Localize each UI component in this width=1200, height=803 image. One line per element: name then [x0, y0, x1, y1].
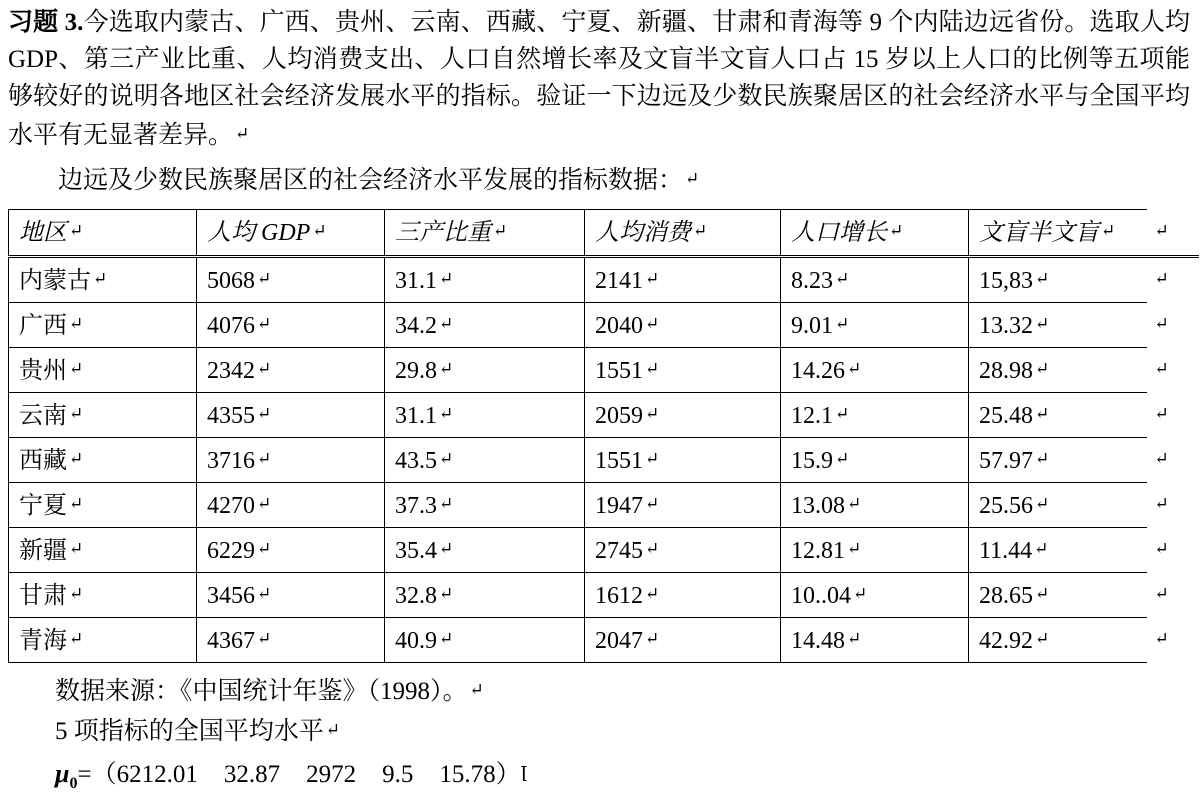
problem-body: 今选取内蒙古、广西、贵州、云南、西藏、宁夏、新疆、甘肃和青海等 9 个内陆边远省份。选取人均 GDP、第三产业比重、人均消费支出、人口自然增长率及文盲半文盲人口占 15 岁以上人口的比例等五项能够较好的说明各地区社会经济发展水平的指标。验证一下边远及少数民族聚居区的社会经济水平与全国平均水平有无显著差异。	[8, 9, 1190, 149]
cell-text: 42.92	[979, 628, 1033, 654]
pilcrow-icon: ↵	[1034, 539, 1049, 558]
cell-gdp	[197, 303, 385, 348]
header-label: 人口增长	[791, 220, 887, 246]
cell-growth	[781, 348, 969, 393]
cell-region	[9, 573, 197, 618]
pilcrow-icon: ↵	[645, 404, 660, 423]
pilcrow-icon: ↵	[69, 314, 84, 333]
pilcrow-icon: ↵	[69, 449, 84, 468]
pilcrow-icon: ↵	[69, 404, 84, 423]
header-label: 人均消费	[595, 220, 691, 246]
cell-consumption	[585, 528, 781, 573]
row-end-marker	[1147, 303, 1199, 348]
pilcrow-icon: ↵	[853, 584, 868, 603]
table-row	[9, 348, 1199, 393]
cell-text: 11.44	[979, 538, 1033, 564]
cell-gdp	[197, 483, 385, 528]
cell-text: 57.97	[979, 448, 1033, 474]
cell-consumption	[585, 303, 781, 348]
cell-tertiary	[385, 303, 585, 348]
pilcrow-icon: ↵	[1154, 220, 1169, 240]
cell-consumption	[585, 348, 781, 393]
mu-value: 6212.01	[116, 761, 198, 788]
pilcrow-icon: ↵	[645, 449, 660, 468]
pilcrow-icon: ↵	[1154, 314, 1169, 333]
cell-text: 1947	[595, 493, 643, 519]
cell-text: 4270	[207, 493, 255, 519]
cell-illiteracy	[969, 618, 1147, 663]
pilcrow-icon: ↵	[257, 314, 272, 333]
cell-text: 4355	[207, 403, 255, 429]
cell-tertiary	[385, 393, 585, 438]
cell-text: 34.2	[395, 313, 437, 339]
cell-text: 28.65	[979, 583, 1033, 609]
cell-text: 35.4	[395, 538, 437, 564]
pilcrow-icon: ↵	[235, 124, 250, 143]
pilcrow-icon: ↵	[645, 494, 660, 513]
cell-growth	[781, 483, 969, 528]
pilcrow-icon: ↵	[439, 359, 454, 378]
pilcrow-icon: ↵	[493, 221, 508, 240]
mu-symbol	[55, 759, 78, 793]
pilcrow-icon: ↵	[257, 269, 272, 288]
cell-gdp	[197, 257, 385, 303]
pilcrow-icon: ↵	[645, 584, 660, 603]
cell-growth	[781, 618, 969, 663]
cell-tertiary	[385, 257, 585, 303]
pilcrow-icon: ↵	[847, 494, 862, 513]
cell-illiteracy	[969, 348, 1147, 393]
cell-text: 1551	[595, 448, 643, 474]
cell-text: 43.5	[395, 448, 437, 474]
cell-consumption	[585, 618, 781, 663]
cell-text: 13.32	[979, 313, 1033, 339]
table-header-illiteracy	[969, 210, 1147, 257]
pilcrow-icon: ↵	[1154, 494, 1169, 513]
cell-text: 1612	[595, 583, 643, 609]
pilcrow-icon: ↵	[469, 680, 484, 699]
table-row	[9, 257, 1199, 303]
pilcrow-icon: ↵	[439, 539, 454, 558]
cell-gdp	[197, 528, 385, 573]
row-end-marker	[1147, 438, 1199, 483]
cell-growth	[781, 303, 969, 348]
pilcrow-icon: ↵	[69, 539, 84, 558]
cell-text: 2141	[595, 268, 643, 294]
row-end-marker	[1147, 257, 1199, 303]
pilcrow-icon: ↵	[257, 494, 272, 513]
pilcrow-icon: ↵	[1035, 584, 1050, 603]
cell-illiteracy	[969, 438, 1147, 483]
pilcrow-icon: ↵	[1035, 359, 1050, 378]
pilcrow-icon: ↵	[257, 539, 272, 558]
pilcrow-icon: ↵	[257, 449, 272, 468]
cell-consumption	[585, 257, 781, 303]
cell-illiteracy	[969, 528, 1147, 573]
pilcrow-icon: ↵	[835, 449, 850, 468]
cell-text: 14.48	[791, 628, 845, 654]
pilcrow-icon: ↵	[1154, 539, 1169, 558]
cell-text: 3716	[207, 448, 255, 474]
pilcrow-icon: ↵	[439, 314, 454, 333]
cell-text: 1551	[595, 358, 643, 384]
cell-illiteracy	[969, 257, 1147, 303]
cell-text: 贵州	[19, 358, 67, 384]
pilcrow-icon: ↵	[645, 539, 660, 558]
national-average-text: 5 项指标的全国平均水平	[55, 718, 324, 745]
cell-text: 2040	[595, 313, 643, 339]
pilcrow-icon: ↵	[645, 359, 660, 378]
row-end-marker	[1147, 348, 1199, 393]
row-end-marker	[1147, 210, 1199, 257]
header-label: 三产比重	[395, 220, 491, 246]
cell-text: 25.48	[979, 403, 1033, 429]
pilcrow-icon: ↵	[439, 629, 454, 648]
cell-text: 2047	[595, 628, 643, 654]
cell-consumption	[585, 483, 781, 528]
cell-text: 4367	[207, 628, 255, 654]
mu-subscript: 0	[69, 775, 78, 793]
cell-tertiary	[385, 348, 585, 393]
cell-text: 3456	[207, 583, 255, 609]
table-header-region	[9, 210, 197, 257]
cell-text: 37.3	[395, 493, 437, 519]
cell-region	[9, 303, 197, 348]
pilcrow-icon: ↵	[439, 449, 454, 468]
table-header-consumption	[585, 210, 781, 257]
cell-text: 云南	[19, 403, 67, 429]
cell-gdp	[197, 573, 385, 618]
cursor-caret-icon: ꞁ	[520, 759, 527, 781]
cell-text: 9.01	[791, 313, 833, 339]
mu-value: 2972	[306, 761, 357, 788]
cell-text: 40.9	[395, 628, 437, 654]
pilcrow-icon: ↵	[1035, 314, 1050, 333]
cell-text: 13.08	[791, 493, 845, 519]
mu-value: 32.87	[223, 761, 281, 788]
cell-text: 25.56	[979, 493, 1033, 519]
cell-region	[9, 393, 197, 438]
cell-tertiary	[385, 528, 585, 573]
mu-vector-line	[0, 751, 1200, 803]
pilcrow-icon: ↵	[69, 221, 84, 240]
cell-text: 2059	[595, 403, 643, 429]
cell-tertiary	[385, 618, 585, 663]
table-header-row	[9, 210, 1199, 257]
cell-growth	[781, 257, 969, 303]
cell-text: 31.1	[395, 268, 437, 294]
cell-gdp	[197, 348, 385, 393]
pilcrow-icon: ↵	[257, 584, 272, 603]
cell-illiteracy	[969, 303, 1147, 348]
cell-text: 4076	[207, 313, 255, 339]
cell-tertiary	[385, 573, 585, 618]
pilcrow-icon: ↵	[1154, 584, 1169, 603]
pilcrow-icon: ↵	[1101, 221, 1116, 240]
pilcrow-icon: ↵	[1154, 359, 1169, 378]
data-source-text: 数据来源：《中国统计年鉴》（1998）。	[55, 678, 468, 705]
cell-text: 12.1	[791, 403, 833, 429]
cell-growth	[781, 393, 969, 438]
problem-label: 习题 3.	[8, 9, 84, 36]
pilcrow-icon: ↵	[439, 494, 454, 513]
pilcrow-icon: ↵	[439, 404, 454, 423]
pilcrow-icon: ↵	[835, 314, 850, 333]
cell-region	[9, 438, 197, 483]
cell-consumption	[585, 573, 781, 618]
cell-tertiary	[385, 438, 585, 483]
cell-consumption	[585, 438, 781, 483]
cell-consumption	[585, 393, 781, 438]
table-row	[9, 528, 1199, 573]
cell-text: 31.1	[395, 403, 437, 429]
pilcrow-icon: ↵	[1154, 269, 1169, 289]
cell-illiteracy	[969, 393, 1147, 438]
pilcrow-icon: ↵	[312, 221, 327, 240]
cell-text: 广西	[19, 313, 67, 339]
table-header-tertiary	[385, 210, 585, 257]
pilcrow-icon: ↵	[685, 169, 700, 188]
row-end-marker	[1147, 528, 1199, 573]
data-source-line	[0, 671, 1200, 711]
problem-paragraph	[0, 0, 1200, 154]
cell-text: 宁夏	[19, 493, 67, 519]
cell-gdp	[197, 438, 385, 483]
pilcrow-icon: ↵	[835, 269, 850, 288]
table-row	[9, 393, 1199, 438]
table-row	[9, 438, 1199, 483]
pilcrow-icon: ↵	[693, 221, 708, 240]
national-average-note	[0, 711, 1200, 751]
pilcrow-icon: ↵	[847, 359, 862, 378]
pilcrow-icon: ↵	[1035, 449, 1050, 468]
row-end-marker	[1147, 618, 1199, 663]
pilcrow-icon: ↵	[889, 221, 904, 240]
cell-text: 5068	[207, 268, 255, 294]
pilcrow-icon: ↵	[645, 629, 660, 648]
pilcrow-icon: ↵	[1035, 269, 1050, 288]
pilcrow-icon: ↵	[1035, 404, 1050, 423]
cell-text: 内蒙古	[19, 268, 91, 294]
pilcrow-icon: ↵	[257, 629, 272, 648]
pilcrow-icon: ↵	[257, 404, 272, 423]
table-caption	[0, 154, 1200, 199]
cell-gdp	[197, 618, 385, 663]
indicator-table	[8, 209, 1199, 663]
cell-text: 8.23	[791, 268, 833, 294]
table-row	[9, 303, 1199, 348]
pilcrow-icon: ↵	[1154, 404, 1169, 423]
table-row	[9, 483, 1199, 528]
cell-text: 14.26	[791, 358, 845, 384]
cell-region	[9, 618, 197, 663]
cell-text: 32.8	[395, 583, 437, 609]
header-label: 地区	[19, 220, 67, 246]
pilcrow-icon: ↵	[69, 629, 84, 648]
cell-text: 15,83	[979, 268, 1033, 294]
row-end-marker	[1147, 573, 1199, 618]
cell-gdp	[197, 393, 385, 438]
cell-text: 西藏	[19, 448, 67, 474]
row-end-marker	[1147, 393, 1199, 438]
cell-text: 28.98	[979, 358, 1033, 384]
pilcrow-icon: ↵	[69, 494, 84, 513]
mu-letter: μ	[55, 759, 70, 788]
cell-growth	[781, 528, 969, 573]
footer-notes	[0, 663, 1200, 803]
cell-illiteracy	[969, 483, 1147, 528]
pilcrow-icon: ↵	[257, 359, 272, 378]
cell-text: 甘肃	[19, 583, 67, 609]
row-end-marker	[1147, 483, 1199, 528]
cell-region	[9, 348, 197, 393]
cell-text: 青海	[19, 628, 67, 654]
pilcrow-icon: ↵	[69, 584, 84, 603]
header-label: 文盲半文盲	[979, 220, 1099, 246]
cell-text: 10..04	[791, 583, 851, 609]
cell-tertiary	[385, 483, 585, 528]
cell-text: 新疆	[19, 538, 67, 564]
cell-region	[9, 257, 197, 303]
header-label: 人均 GDP	[207, 220, 311, 246]
cell-text: 2745	[595, 538, 643, 564]
pilcrow-icon: ↵	[439, 584, 454, 603]
pilcrow-icon: ↵	[69, 359, 84, 378]
mu-value: 9.5	[382, 761, 414, 788]
cell-text: 15.9	[791, 448, 833, 474]
table-row	[9, 618, 1199, 663]
cell-text: 2342	[207, 358, 255, 384]
mu-value: 15.78	[439, 761, 496, 788]
pilcrow-icon: ↵	[847, 539, 862, 558]
pilcrow-icon: ↵	[835, 404, 850, 423]
pilcrow-icon: ↵	[325, 720, 341, 739]
cell-text: 29.8	[395, 358, 437, 384]
pilcrow-icon: ↵	[1035, 629, 1050, 648]
pilcrow-icon: ↵	[645, 314, 660, 333]
table-caption-text: 边远及少数民族聚居区的社会经济水平发展的指标数据：	[58, 167, 684, 194]
cell-region	[9, 483, 197, 528]
mu-equals: =（	[77, 761, 117, 788]
pilcrow-icon: ↵	[93, 269, 108, 288]
pilcrow-icon: ↵	[439, 269, 454, 288]
pilcrow-icon: ↵	[1035, 494, 1050, 513]
cell-text: 6229	[207, 538, 255, 564]
pilcrow-icon: ↵	[645, 269, 660, 288]
mu-close: ）	[495, 761, 521, 788]
cell-region	[9, 528, 197, 573]
pilcrow-icon: ↵	[1154, 449, 1169, 468]
table-row	[9, 573, 1199, 618]
table-header-growth	[781, 210, 969, 257]
cell-growth	[781, 438, 969, 483]
cell-text: 12.81	[791, 538, 845, 564]
table-header-gdp	[197, 210, 385, 257]
pilcrow-icon: ↵	[1154, 629, 1169, 648]
cell-growth	[781, 573, 969, 618]
pilcrow-icon: ↵	[847, 629, 862, 648]
cell-illiteracy	[969, 573, 1147, 618]
